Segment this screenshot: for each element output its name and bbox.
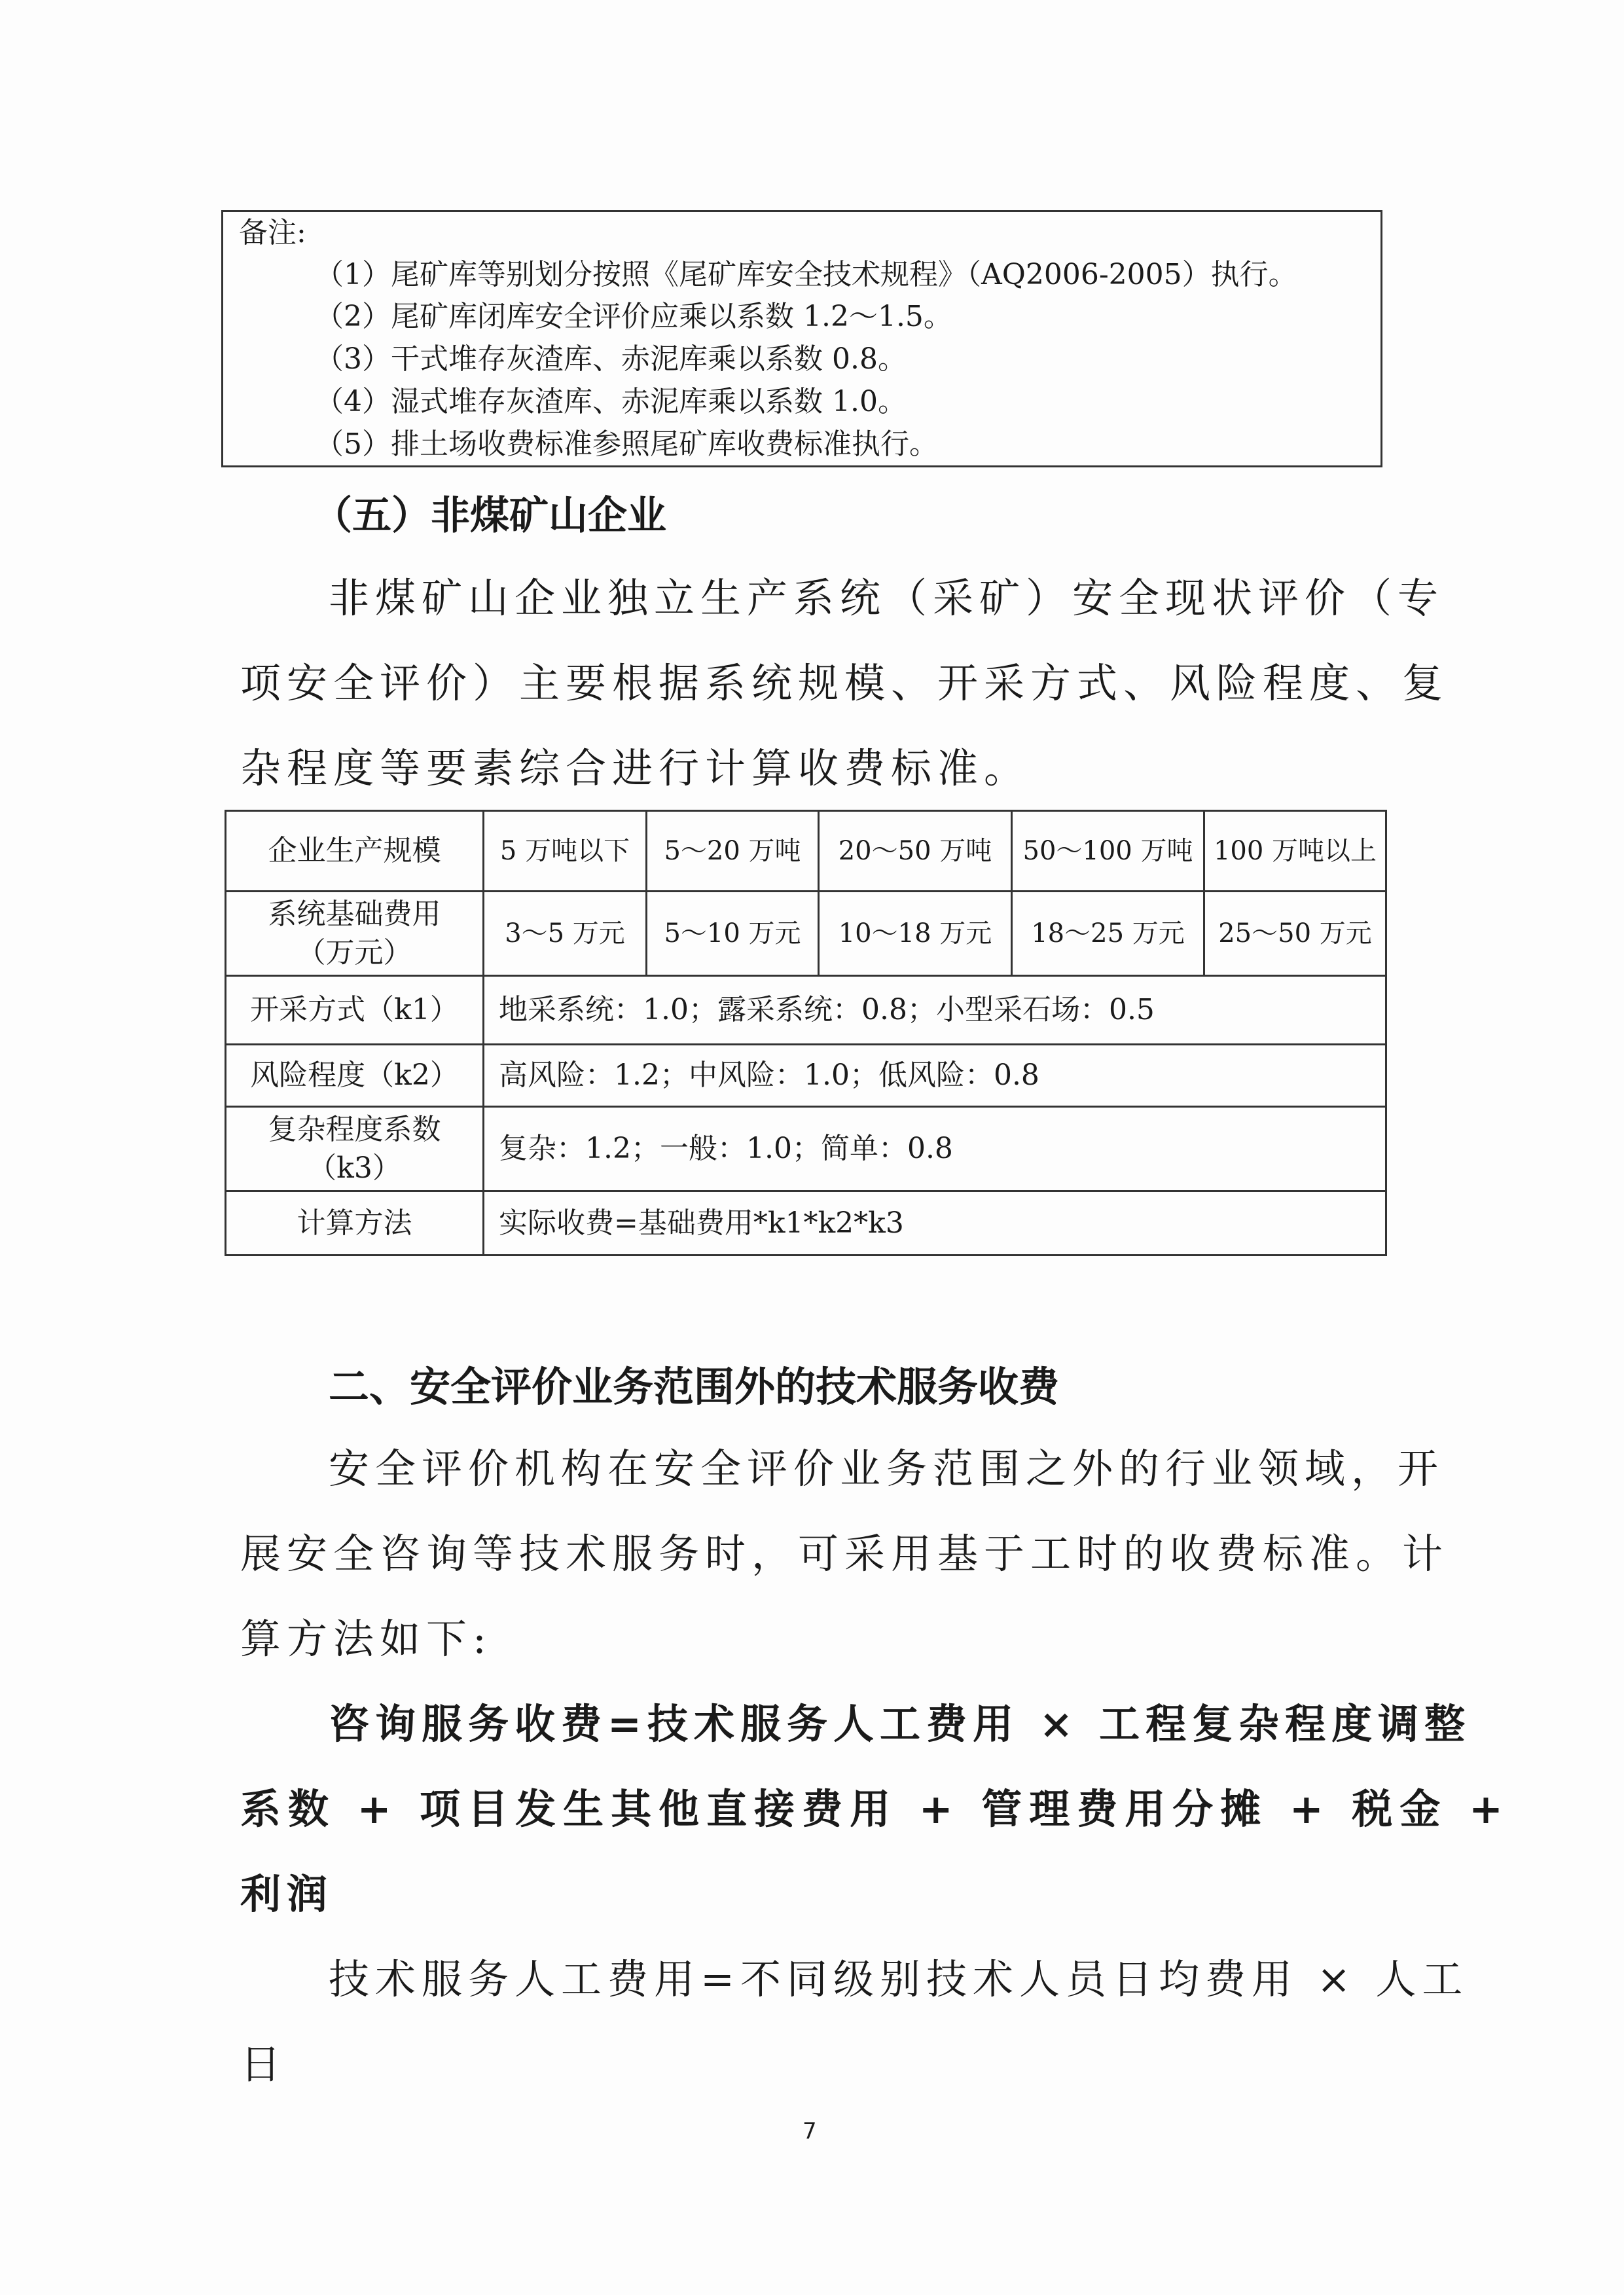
scale-cell: 5 万吨以下 xyxy=(499,836,630,866)
value-cell-calc-method: 实际收费=基础费用*k1*k2*k3 xyxy=(499,1206,904,1240)
scale-cell: 100 万吨以上 xyxy=(1213,836,1377,866)
base-fee-cell: 10～18 万元 xyxy=(838,918,992,949)
label-cell-risk: 风险程度（k2） xyxy=(250,1058,459,1093)
base-fee-cell: 3～5 万元 xyxy=(505,918,625,949)
label-cell-mining-method: 开采方式（k1） xyxy=(250,993,459,1027)
header-cell-scale: 企业生产规模 xyxy=(268,834,441,868)
label-cell-calc-method: 计算方法 xyxy=(297,1206,412,1240)
paragraph-line: 展安全咨询等技术服务时，可采用基于工时的收费标准。计 xyxy=(240,1530,1449,1578)
value-cell-mining-method: 地采系统：1.0；露采系统：0.8；小型采石场：0.5 xyxy=(499,993,1155,1027)
label-cell-complexity xyxy=(226,1108,482,1190)
paragraph-line: 技术服务人工费用=不同级别技术人员日均费用 × 人工 xyxy=(329,1955,1469,2003)
fee-table xyxy=(225,810,1387,1256)
paragraph-line: 日 xyxy=(240,2040,287,2088)
note-item: （2）尾矿库闭库安全评价应乘以系数 1.2～1.5。 xyxy=(315,300,952,333)
value-cell-complexity: 复杂：1.2；一般：1.0；简单：0.8 xyxy=(499,1132,953,1166)
notes-box xyxy=(221,210,1382,467)
paragraph-line: 算方法如下: xyxy=(240,1615,492,1663)
note-item: （5）排土场收费标准参照尾矿库收费标准执行。 xyxy=(315,427,938,461)
complexity-label-line: 复杂程度系数 xyxy=(268,1112,441,1146)
base-fee-header-line: （万元） xyxy=(297,936,412,969)
header-cell-base-fee xyxy=(226,892,482,975)
base-fee-header-line: 系统基础费用 xyxy=(268,897,441,931)
base-fee-cell: 25～50 万元 xyxy=(1218,918,1372,949)
page-number: 7 xyxy=(803,2118,817,2144)
scale-cell: 50～100 万吨 xyxy=(1022,836,1193,866)
paragraph-line: 杂程度等要素综合进行计算收费标准。 xyxy=(240,744,1031,792)
formula-line: 系数 + 项目发生其他直接费用 + 管理费用分摊 + 税金 + xyxy=(240,1785,1510,1833)
complexity-label-line: （k3） xyxy=(308,1151,401,1185)
section-heading-non-coal-mines: （五）非煤矿山企业 xyxy=(313,493,666,539)
section-heading-technical-services: 二、安全评价业务范围外的技术服务收费 xyxy=(329,1363,1060,1411)
paragraph-line: 项安全评价）主要根据系统规模、开采方式、风险程度、复 xyxy=(240,659,1449,707)
paragraph-line: 安全评价机构在安全评价业务范围之外的行业领域，开 xyxy=(329,1445,1445,1492)
value-cell-risk: 高风险：1.2；中风险：1.0；低风险：0.8 xyxy=(499,1058,1039,1093)
scale-cell: 20～50 万吨 xyxy=(838,836,992,866)
formula-line: 咨询服务收费=技术服务人工费用 × 工程复杂程度调整 xyxy=(329,1700,1471,1748)
note-item: （1）尾矿库等别划分按照《尾矿库安全技术规程》（AQ2006-2005）执行。 xyxy=(315,258,1297,291)
note-item: （3）干式堆存灰渣库、赤泥库乘以系数 0.8。 xyxy=(315,342,907,376)
base-fee-cell: 18～25 万元 xyxy=(1031,918,1185,949)
formula-line: 利润 xyxy=(240,1870,334,1918)
note-item: （4）湿式堆存灰渣库、赤泥库乘以系数 1.0。 xyxy=(315,385,907,418)
scale-cell: 5～20 万吨 xyxy=(664,836,801,866)
notes-title: 备注: xyxy=(239,216,306,249)
paragraph-line: 非煤矿山企业独立生产系统（采矿）安全现状评价（专 xyxy=(329,574,1445,622)
base-fee-cell: 5～10 万元 xyxy=(664,918,801,949)
